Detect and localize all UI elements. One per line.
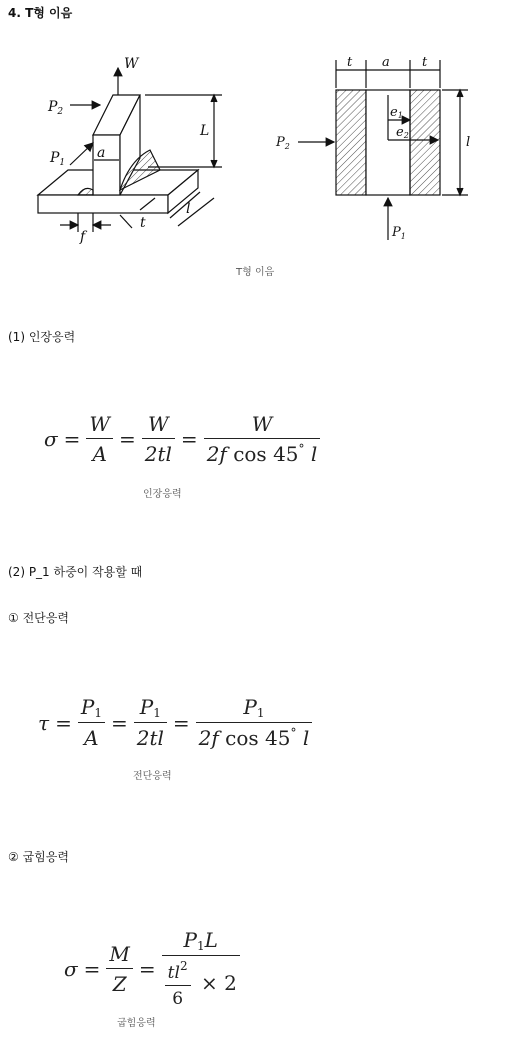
bending-heading: ② 굽힘응력 — [8, 850, 69, 864]
label-P1-left: $P_1$ — [50, 150, 66, 168]
right-section-drawing — [298, 60, 471, 240]
tensile-caption: 인장응력 — [143, 489, 182, 500]
left-perspective-drawing — [38, 68, 222, 232]
label-t-right-2: t — [422, 55, 428, 70]
label-a-right: a — [382, 55, 390, 70]
label-P2-right: $P_2$ — [276, 135, 290, 151]
shear-heading: ① 전단응력 — [8, 611, 69, 625]
label-W: W — [124, 56, 139, 72]
label-e1: e1 — [390, 105, 403, 120]
bending-stress-equation: σ = $\frac{M}{Z}$ = $P_1L$ $\frac{tl^2}{6}$ × 2 — [64, 928, 240, 1009]
section-title: 4. T형 이음 — [8, 6, 73, 20]
section2-heading: (2) P_1 하중이 작용할 때 — [8, 565, 143, 579]
label-t-right-1: t — [347, 55, 353, 70]
label-e2: e2 — [396, 125, 409, 140]
tensile-stress-equation: σ = $\frac{W}{A}$ = $\frac{W}{2tl}$ = $\frac{W}{2f \cos 45^\circ l}$ — [44, 412, 320, 466]
label-f: f — [80, 229, 86, 245]
shear-stress-equation: τ = $\frac{P_1}{A}$ = $\frac{P_1}{2tl}$ = $\frac{P_1}{2f \cos 45^\circ l}$ — [38, 695, 312, 750]
label-l-left: l — [186, 201, 191, 217]
label-l-right: l — [466, 135, 471, 150]
figure-caption: T형 이음 — [236, 267, 275, 278]
label-t-left: t — [140, 215, 146, 231]
label-P2-left: $P_2$ — [48, 99, 64, 117]
label-L: L — [200, 123, 210, 139]
section1-heading: (1) 인장응력 — [8, 330, 76, 344]
label-a-left: a — [97, 145, 106, 161]
shear-caption: 전단응력 — [133, 771, 172, 782]
label-P1-right: $P_1$ — [392, 225, 406, 241]
t-joint-figure — [0, 40, 506, 260]
bending-caption: 굽힘응력 — [117, 1018, 156, 1029]
